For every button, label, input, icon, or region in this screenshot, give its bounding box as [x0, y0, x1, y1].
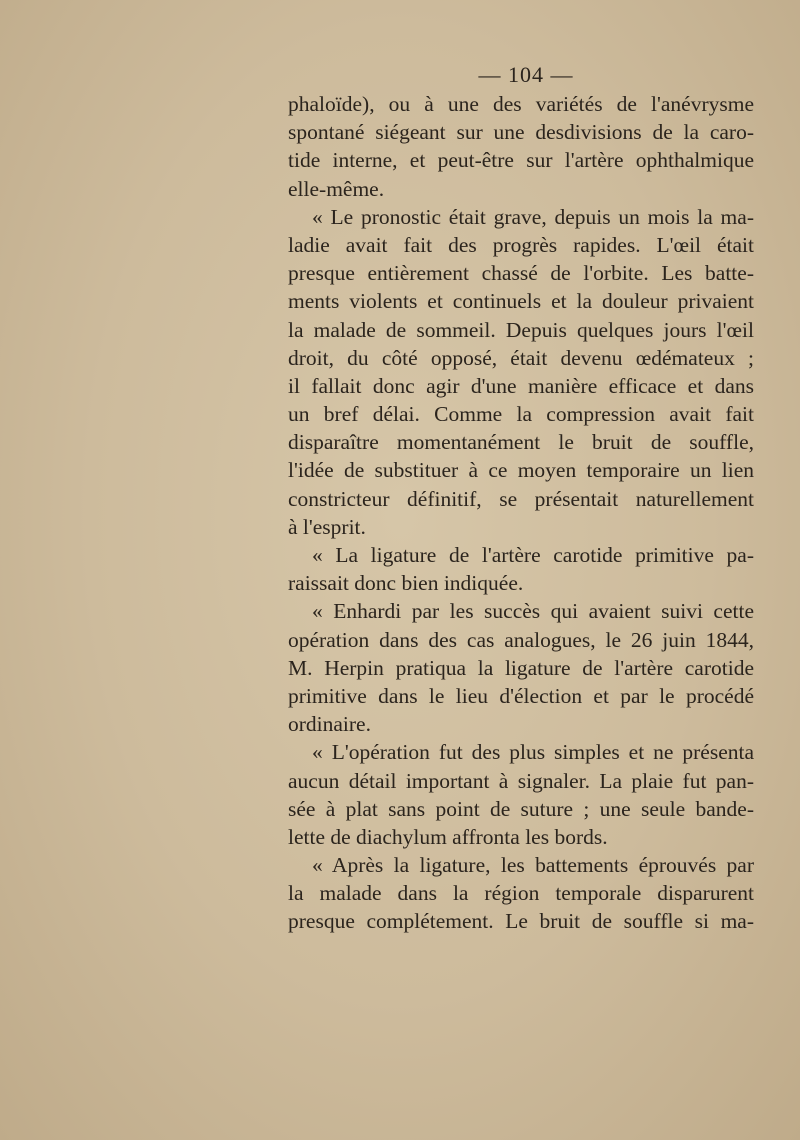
text-line: tide interne, et peut-être sur l'artère ophthalmique [288, 148, 754, 173]
text-line: « Enhardi par les succès qui avaient suivi cette [312, 599, 754, 624]
text-line: lette de diachylum affronta les bords. [288, 824, 608, 849]
text-line: phaloïde), ou à une des variétés de l'anévrysme [288, 92, 754, 116]
text-line: ordinaire. [288, 712, 371, 737]
text-line: la malade dans la région temporale disparurent [288, 881, 754, 906]
text-line: elle-même. [288, 176, 385, 201]
text-line: « Après la ligature, les battements éprouvés par [312, 853, 754, 878]
text-line: ments violents et continuels et la douleur privaient [288, 289, 754, 314]
text-line: un bref délai. Comme la compression avait fait [288, 402, 754, 427]
text-line: il fallait donc agir d'une manière efficace et dans [288, 373, 754, 398]
text-line: M. Herpin pratiqua la ligature de l'artère carotide [288, 655, 754, 680]
text-line: « La ligature de l'artère carotide primitive pa- [312, 543, 754, 567]
text-line: la malade de sommeil. Depuis quelques jours l'œil [288, 317, 754, 342]
text-line: à l'esprit. [288, 514, 366, 539]
text-line: « Le pronostic était grave, depuis un mois la ma- [312, 204, 754, 229]
text-line: presque entièrement chassé de l'orbite. Les batte- [288, 261, 754, 286]
text-line: droit, du côté opposé, était devenu œdémateux ; [288, 345, 754, 370]
text-line: aucun détail important à signaler. La plaie fut pan- [288, 768, 754, 793]
text-line: spontané siégeant sur une desdivisions de la caro- [288, 120, 754, 145]
text-line: « L'opération fut des plus simples et ne présenta [312, 740, 754, 765]
text-line: constricteur définitif, se présentait naturellement [288, 486, 754, 511]
text-line: presque complétement. Le bruit de souffle si ma- [288, 909, 754, 934]
text-line: opération dans des cas analogues, le 26 juin 1844, [288, 627, 754, 652]
text-line: sée à plat sans point de suture ; une seule bande- [288, 796, 754, 821]
text-line: ladie avait fait des progrès rapides. L'œil était [288, 232, 754, 257]
text-line: l'idée de substituer à ce moyen temporaire un lien [288, 458, 754, 483]
text-line: raissait donc bien indiquée. [288, 571, 524, 596]
body-text [288, 90, 754, 936]
text-line: disparaître momentanément le bruit de souffle, [288, 430, 754, 455]
page-number: — 104 — [478, 62, 574, 87]
text-line: primitive dans le lieu d'élection et par le procédé [288, 683, 754, 708]
